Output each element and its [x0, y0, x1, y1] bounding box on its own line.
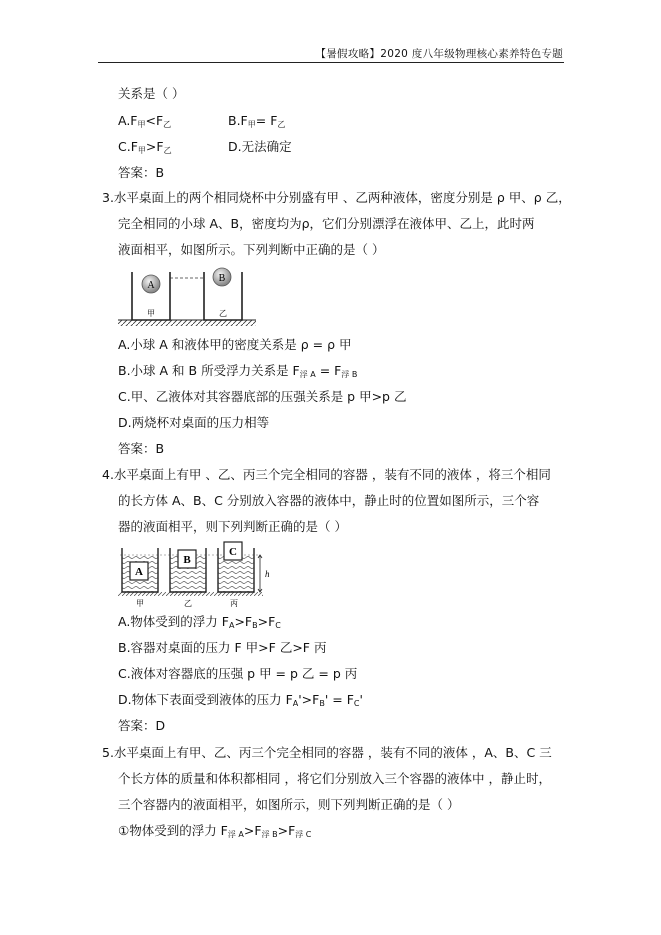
q4-answer: 答案：D [118, 718, 166, 733]
q5-stem-line1: 5.水平桌面上有甲、乙、丙三个完全相同的容器 ，装有不同的液体 ，A、B、C 三 [102, 745, 552, 760]
q4-option-c: C.液体对容器底的压强 p 甲 = p 乙 = p 丙 [118, 666, 358, 681]
q3-figure [118, 264, 258, 328]
block-b-label: B [183, 554, 191, 566]
label-yi: 乙 [184, 599, 192, 608]
q3-option-c: C.甲、乙液体对其容器底部的压强关系是 p 甲>p 乙 [118, 389, 407, 404]
ball-a-label: A [147, 280, 155, 291]
q2-option-b: $B.F_甲= F_乙$ [228, 113, 286, 129]
q3-option-b: B.小球 A 和 B 所受浮力关系是 $F_{浮 A} = F_{浮 B}$ [118, 363, 358, 379]
q4-option-a: A.物体受到的浮力 $F_A>F_B>F_C$ [118, 614, 281, 630]
block-c-label: C [229, 546, 237, 558]
ball-b-label: B [218, 273, 226, 284]
q5-stem-line3: 三个容器内的液面相平，如图所示，则下列判断正确的是（ ） [118, 797, 460, 812]
q3-stem-line2: 完全相同的小球 A、B，密度均为ρ，它们分别漂浮在液体甲、乙上，此时两 [118, 216, 535, 231]
q4-stem-line2: 的长方体 A、B、C 分别放入容器的液体中，静止时的位置如图所示，三个容 [118, 493, 540, 508]
table-surface [118, 320, 256, 326]
q2-stem-tail: 关系是（ ） [118, 86, 185, 101]
q3-option-d: D.两烧杯对桌面的压力相等 [118, 415, 270, 430]
liquid-jia-label: 甲 [147, 309, 155, 318]
q3-stem-line3: 液面相平，如图所示。下列判断中正确的是（ ） [118, 242, 385, 257]
q2-option-d: D.无法确定 [228, 139, 292, 154]
label-jia: 甲 [136, 599, 144, 608]
q4-stem-line1: 4.水平桌面上有甲 、乙、丙三个完全相同的容器 ，装有不同的液体 ，将三个相同 [102, 467, 551, 482]
q3-answer: 答案：B [118, 441, 165, 456]
q4-option-b: B.容器对桌面的压力 F 甲>F 乙>F 丙 [118, 640, 327, 655]
q2-option-a: $A.F_甲<F_乙$ [118, 113, 172, 129]
q5-stem-line2: 个长方体的质量和体积都相同 ，将它们分别放入三个容器的液体中 ，静止时， [118, 771, 551, 786]
q4-option-d: D.物体下表面受到液体的压力 $F_A'>F_B' = F_C'$ [118, 692, 363, 708]
q2-answer: 答案：B [118, 165, 165, 180]
q4-stem-line3: 器的液面相平，则下列判断正确的是（ ） [118, 519, 347, 534]
q4-figure [118, 540, 278, 610]
height-label: h [265, 569, 270, 579]
page-header: 【暑假攻略】2020 度八年级物理核心素养特色专题 [315, 48, 563, 60]
q2-option-c: $C.F_甲>F_乙$ [118, 139, 172, 155]
header-rule [98, 62, 564, 63]
liquid-yi-label: 乙 [219, 309, 227, 318]
q3-option-a: A.小球 A 和液体甲的密度关系是 ρ = ρ 甲 [118, 337, 352, 352]
label-bing: 丙 [230, 599, 238, 608]
block-a-label: A [135, 566, 143, 578]
q3-stem-line1: 3.水平桌面上的两个相同烧杯中分别盛有甲 、乙两种液体，密度分别是 ρ 甲、ρ 乙， [102, 190, 571, 205]
q5-item-1: ①物体受到的浮力 $F_{浮 A}>F_{浮 B}>F_{浮 C}$ [118, 823, 312, 839]
